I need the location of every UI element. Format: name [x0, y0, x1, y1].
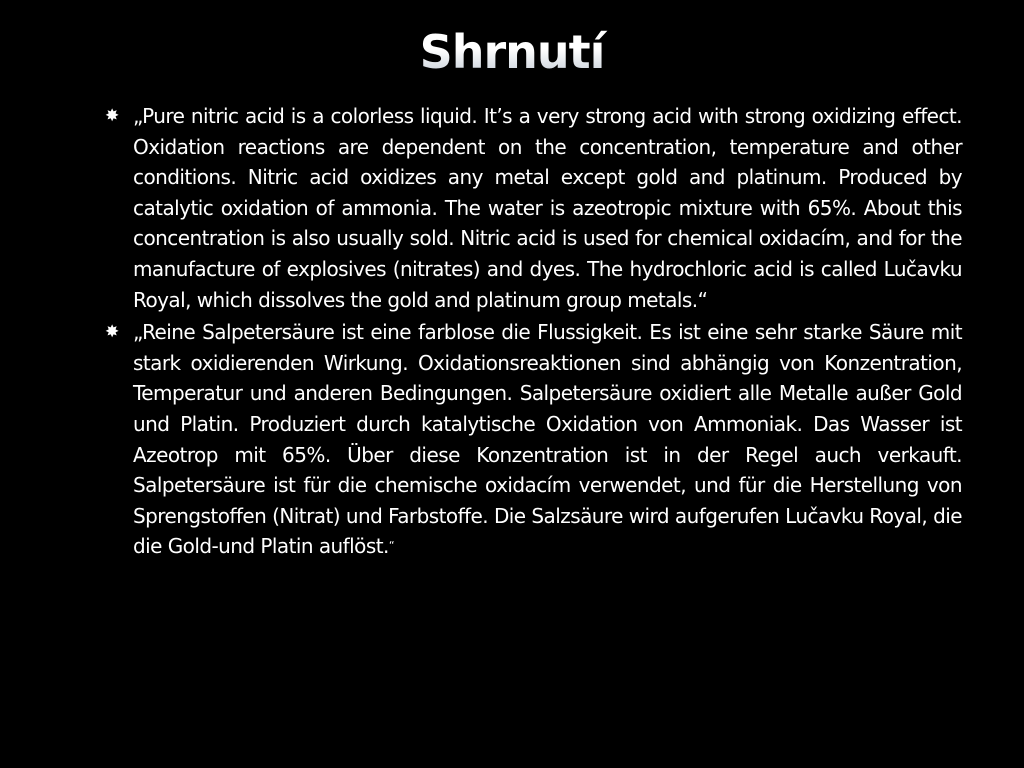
bullet-text-german [133, 317, 962, 562]
closing-quote: “ [388, 539, 394, 553]
list-item [102, 101, 962, 315]
bullet-text-german-body: „Reine Salpetersäure ist eine farblose die Flussigkeit. Es ist eine sehr starke Säure mit stark oxidierenden Wirkung. Oxidationsreaktionen sind abhängig von Konzentration, Temperatur und anderen Bedingungen. Salpetersäure oxidiert alle Metalle außer Gold und Platin. Produziert durch katalytische Oxidation von Ammoniak. Das Wasser ist Azeotrop mit 65%. Über diese Konzentration ist in der Regel auch verkauft. Salpetersäure ist für die chemische oxidacím verwendet, und für die Herstellung von Sprengstoffen (Nitrat) und Farbstoffe. Die Salzsäure wird aufgerufen Lučavku Royal, die die Gold-und Platin auflöst. [133, 320, 962, 559]
list-item [102, 317, 962, 562]
slide-title: Shrnutí [0, 22, 1024, 82]
asterisk-star-icon: ✸ [105, 322, 120, 343]
asterisk-star-icon: ✸ [105, 106, 120, 126]
bullet-text-english: „Pure nitric acid is a colorless liquid. It’s a very strong acid with strong oxidizing effect. Oxidation reactions are dependent on the concentration, temperature and other conditions. Nitric acid oxidizes any metal except gold and platinum. Produced by catalytic oxidation of ammonia. The water is azeotropic mixture with 65%. About this concentration is also usually sold. Nitric acid is used for chemical oxidacím, and for the manufacture of explosives (nitrates) and dyes. The hydrochloric acid is called Lučavku Royal, which dissolves the gold and platinum group metals.“ [133, 104, 962, 312]
bullet-list [102, 101, 962, 564]
